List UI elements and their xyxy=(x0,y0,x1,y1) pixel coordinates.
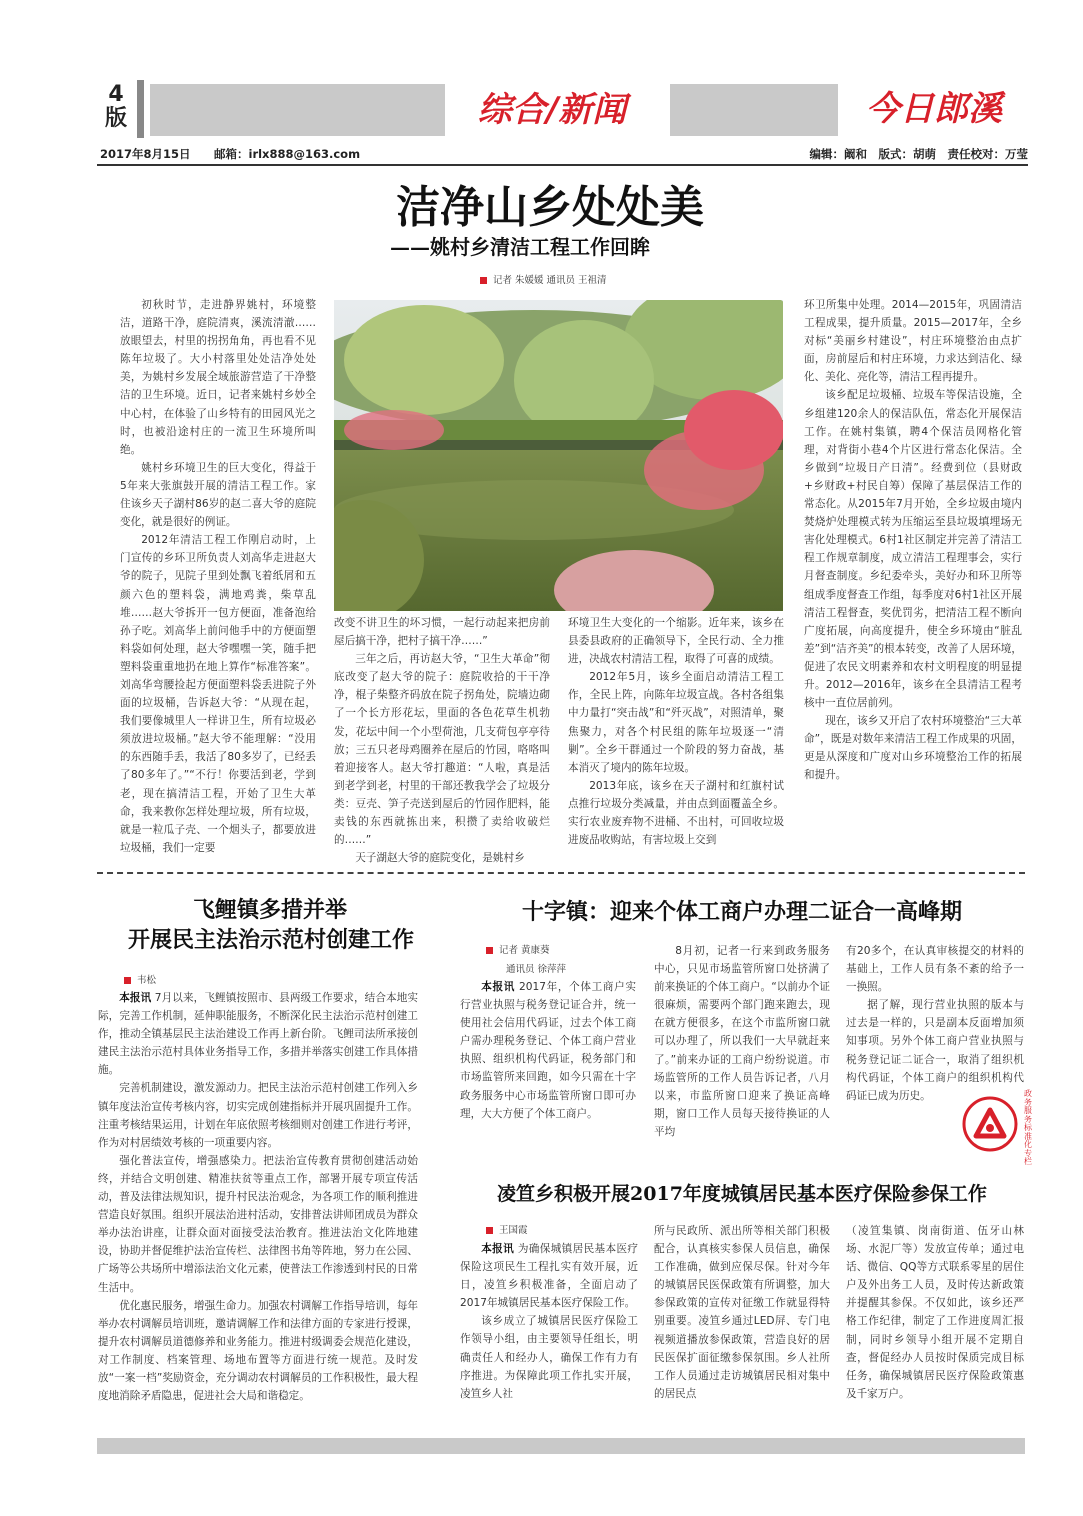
paragraph: 该乡成立了城镇居民医疗保险工作领导小组，由主要领导任组长，明确责任人和经办人，确保工作有力有序推进。为保障此项工作扎实开展，凌笪乡人社 xyxy=(460,1315,638,1400)
shizi-byline-1 xyxy=(486,942,550,956)
paragraph: 2017年，个体工商户实行营业执照与税务登记证合并，统一使用社会信用代码证，过去个体工商户需办理税务登记、个体工商户营业执照、组织机构代码证，税务部门和市场监管所来回跑，如今只需在十字政务服务中心市场监管所窗口即可办理，大大方便了个体工商户。 xyxy=(460,981,636,1120)
lead-column-2 xyxy=(334,614,550,867)
lingli-column-3 xyxy=(846,1222,1024,1403)
feili-body xyxy=(98,989,418,1405)
paragraph: （凌笪集镇、岗南街道、伍牙山林场、水泥厂等）发放宣传单；通过电话、微信、QQ等方式联系零星的居住户及外出务工人员，及时传达新政策并提醒其参保。不仅如此，该乡还严格工作纪律，制定了工作进度周汇报制，同时乡领导小组开展不定期自查，督促经办人员按时保质完成目标任务，确保城镇居民医疗保险政策惠及千家万户。 xyxy=(846,1225,1024,1400)
page-number-digit: 4 xyxy=(108,82,124,107)
masthead-gray-band-right xyxy=(670,84,838,136)
lead-column-1 xyxy=(120,296,316,857)
masthead-gray-band-left xyxy=(150,84,445,136)
byline-marker xyxy=(480,277,487,284)
paragraph: 据了解，现行营业执照的版本与过去是一样的，只是副本反面增加须知事项。另外个体工商户营业执照与税务登记证二证合一，取消了组织机构代码证，个体工商户的组织机构代码证已成为历史。 xyxy=(846,999,1024,1102)
paragraph: 所与民政所、派出所等相关部门积极配合，认真核实参保人员信息，确保工作准确，做到应保尽保。针对今年的城镇居民医保政策有所调整，加大参保政策的宣传对征缴工作就显得特别重要。凌笪乡通过LED屏、专门电视频道播放参保政策，营造良好的居民医保扩面征缴参保氛围。乡人社所工作人员通过走访城镇居民相对集中的居民点 xyxy=(654,1225,830,1400)
service-standard-badge-label: 政务服务标准化专栏 xyxy=(1024,1089,1032,1166)
paragraph: 初秋时节，走进静界姚村，环境整洁，道路干净，庭院清爽，溪流清澈……放眼望去，村里的拐拐角角，再也看不见陈年垃圾了。大小村落里处处洁净处处美，为姚村乡发展全域旅游营造了干净整洁的卫生环境。近日，记者来姚村乡妙全中心村，在体验了山乡特有的田园风光之时，也被沿途村庄的一流卫生环境所叫绝。 xyxy=(120,299,316,456)
paragraph: 环卫所集中处理。2014—2015年，巩固清洁工程成果，提升质量。2015—2017年，全乡对标“美丽乡村建设”，村庄环境整治由点扩面，房前屋后和村庄环境，力求达到洁化、绿化、美化、亮化等，清洁工程再提升。 xyxy=(804,299,1022,384)
paragraph: 为确保城镇居民基本医疗保险这项民生工程扎实有效开展，近日，凌笪乡积极准备，全面启动了2017年城镇居民基本医疗保险工作。 xyxy=(460,1243,639,1310)
lead-marker: 本报讯 xyxy=(481,981,515,993)
shizi-headline: 十字镇：迎来个体工商户办理二证合一高峰期 xyxy=(521,899,962,925)
section-divider xyxy=(97,872,1025,874)
paragraph: 天子湖赵大爷的庭院变化，是姚村乡 xyxy=(355,852,525,865)
paragraph: 现在，该乡又开启了农村环境整治“三大革命”，既是对数年来清洁工程工作成果的巩固，更是从深度和广度对山乡环境整治工作的拓展和提升。 xyxy=(804,715,1022,782)
byline-marker xyxy=(486,1227,493,1234)
paragraph: 姚村乡环境卫生的巨大变化，得益于5年来大张旗鼓开展的清洁工程工作。家住该乡天子湖村86岁的赵二喜大爷的庭院变化，就是很好的例证。 xyxy=(120,461,316,529)
newspaper-logo: 今日郎溪 xyxy=(866,89,1002,129)
shizi-column-1 xyxy=(460,978,636,1123)
service-standard-badge xyxy=(958,1092,1022,1156)
feili-byline xyxy=(124,972,156,986)
page-number-unit: 版 xyxy=(104,106,127,131)
byline-marker xyxy=(124,977,131,984)
shizi-byline-2: 通讯员 徐萍萍 xyxy=(506,964,567,975)
lead-byline xyxy=(480,272,607,286)
lead-photo xyxy=(334,300,783,611)
lead-headline: 洁净山乡处处美 xyxy=(396,182,704,233)
lead-column-4 xyxy=(804,296,1022,785)
lead-byline-text: 记者 朱媛媛 通讯员 王祖清 xyxy=(493,275,607,286)
lingli-column-1 xyxy=(460,1240,638,1403)
issue-date: 2017年8月15日 xyxy=(100,147,191,161)
paragraph: 2012年清洁工程工作刚启动时，上门宣传的乡环卫所负责人刘高华走进赵大爷的院子，见院子里到处飘飞着纸屑和五颜六色的塑料袋，满地鸡粪，柴草乱堆……赵大爷拆开一包方便面，准备泡给孙子吃。刘高华上前问他手中的方便面塑料袋如何处理，赵大爷嘿嘿一笑，随手把塑料袋重重地扔在地上算作“标准答案”。刘高华弯腰捡起方便面塑料袋丢进院子外面的垃圾桶，告诉赵大爷：“从现在起，我们要像城里人一样讲卫生，所有垃圾必须放进垃圾桶。”赵大爷不能理解：“没用的东西随手丢，我活了80多岁了，已经丢了80多年了。”“不行！你要活到老，学到老，现在搞清洁工程，开始了卫生大革命，我来教你怎样处理垃圾，所有垃圾，就是一粒瓜子壳、一个烟头子，都要放进垃圾桶，我们一定要 xyxy=(120,534,316,854)
lead-marker: 本报讯 xyxy=(119,992,152,1004)
paragraph: 强化普法宣传，增强感染力。把法治宣传教育贯彻创建活动始终，并结合文明创建、精准扶贫等重点工作，部署开展专项宣传活动，普及法律法规知识，提升村民法治观念，为各项工作的顺利推进营造良好氛围。组织开展法治进村活动，安排普法讲师团成员为群众举办法治讲座，让群众面对面接受法治教育。推进法治文化阵地建设，协助并督促维护法治宣传栏、法律图书角等阵地，努力在公园、广场等公共场所中增添法治文化元素，使普法工作渗透到村民的日常生活中。 xyxy=(98,1154,418,1294)
lingli-byline xyxy=(486,1222,528,1236)
feili-headline-line2: 开展民主法治示范村创建工作 xyxy=(127,927,414,953)
section-title: 综合/新闻 xyxy=(477,90,627,130)
park-photo-illustration xyxy=(334,300,783,611)
bottom-gray-band xyxy=(97,1438,1025,1454)
lingli-byline-text: 王国霞 xyxy=(499,1225,528,1236)
contact-email: 邮箱：irlx888@163.com xyxy=(214,147,361,161)
lead-marker: 本报讯 xyxy=(481,1243,515,1255)
shizi-column-2 xyxy=(654,942,830,1141)
paragraph: 2013年底，该乡在天子湖村和红旗村试点推行垃圾分类减量，并由点到面覆盖全乡。实行农业废弃物不进桶、不出村，可回收垃圾进废品收购站，有害垃圾上交到 xyxy=(568,779,784,847)
paragraph: 2012年5月，该乡全面启动清洁工程工作，全民上阵，向陈年垃圾宣战。各村各组集中力量打“突击战”和“歼灭战”，对照清单，聚焦聚力，对各个村民组的陈年垃圾逐一“清剿”。全乡干群通过一个阶段的努力奋战，基本消灭了境内的陈年垃圾。 xyxy=(568,671,784,774)
lingli-column-2 xyxy=(654,1222,830,1403)
paragraph: 完善机制建设，激发源动力。把民主法治示范村创建工作列入乡镇年度法治宣传考核内容，切实完成创建指标并开展巩固提升工作。注重考核结果运用，计划在年底依照考核细则对创建工作进行考评，作为对村居绩效考核的一项重要内容。 xyxy=(98,1082,418,1149)
shizi-column-3 xyxy=(846,942,1024,1105)
byline-marker xyxy=(486,947,493,954)
paragraph: 8月初，记者一行来到政务服务中心，只见市场监管所窗口处挤满了前来换证的个体工商户。“以前办个证很麻烦，需要两个部门跑来跑去，现在就方便很多，在这个市监所窗口就可以办理了，所以我们一大早就赶来了。”前来办证的工商户纷纷说道。市场监管所的工作人员告诉记者，八月以来，市监所窗口迎来了换证高峰期，窗口工作人员每天接待换证的人平均 xyxy=(654,945,830,1138)
lead-column-3 xyxy=(568,614,784,849)
lead-subheadline: ——姚村乡清洁工程工作回眸 xyxy=(390,235,650,259)
paragraph: 有20多个，在认真审核提交的材料的基础上，工作人员有条不紊的给予一一换照。 xyxy=(846,945,1024,994)
paragraph: 改变不讲卫生的坏习惯，一起行动起来把房前屋后搞干净，把村子搞干净……” xyxy=(334,617,550,648)
masthead-rule xyxy=(97,164,1028,166)
feili-byline-text: 韦松 xyxy=(137,975,157,986)
page-number xyxy=(98,84,134,132)
lingli-headline: 凌笪乡积极开展2017年度城镇居民基本医疗保险参保工作 xyxy=(497,1183,987,1205)
paragraph: 三年之后，再访赵大爷，“卫生大革命”彻底改变了赵大爷的院子：庭院收拾的干干净净，棍子柴整齐码放在院子拐角处，院墙边砌了一个长方形花坛，里面的各色花草生机勃发，花坛中间一个小型荷池，几支荷包亭亭待放；三五只老母鸡圈养在屋后的竹园，咯咯叫着迎接客人。赵大爷打趣道：“人啦，真是活到老学到老，村里的干部还教我学会了垃圾分类：豆壳、笋子壳送到屋后的竹园作肥料，能卖钱的东西就拣出来，积攒了卖给收破烂的……” xyxy=(334,653,550,847)
paragraph: 该乡配足垃圾桶、垃圾车等保洁设施，全乡组建120余人的保洁队伍，常态化开展保洁工作。在姚村集镇，聘4个保洁员网格化管理，对背街小巷4个片区进行常态化保洁。全乡做到“垃圾日产日清”。经费到位（县财政+乡财政+村民自筹）保障了基层保洁工作的常态化。从2015年7月开始，全乡垃圾由境内焚烧炉处理模式转为压缩运至县垃圾填埋场无害化处理模式。6村1社区制定并完善了清洁工程工作规章制度，成立清洁工程理事会，实行月督查制度。乡纪委牵头，美好办和环卫所等组成季度督查工作组，每季度对6村1社区开展清洁工程督查，奖优罚劣，把清洁工程不断向广度拓展，向高度提升，使全乡环境由“脏乱差”到“洁齐美”的根本转变，改善了人居环境，促进了农民文明素养和农村文明程度的明显提升。2012—2016年，该乡在全县清洁工程考核中一直位居前列。 xyxy=(804,389,1022,710)
shizi-byline-text-1: 记者 黄康葵 xyxy=(499,945,550,956)
feili-headline-line1: 飞鲤镇多措并举 xyxy=(192,897,347,923)
masthead-divider-bar xyxy=(137,80,144,138)
paragraph: 环境卫生大变化的一个缩影。近年来，该乡在县委县政府的正确领导下，全民行动、全力推进，决战农村清洁工程，取得了可喜的成绩。 xyxy=(568,617,784,666)
badge-emblem-icon xyxy=(958,1092,1022,1156)
paragraph: 优化惠民服务，增强生命力。加强农村调解工作指导培训，每年举办农村调解员培训班，邀请调解工作和法律方面的专家进行授课，提升农村调解员道德修养和业务能力。推进村级调委会规范化建设，对工作制度、档案管理、场地布置等方面进行统一规范。及时发放“一案一档”奖励资金，充分调动农村调解员的工作积极性，最大程度地消除矛盾隐患，促进社会大局和谐稳定。 xyxy=(98,1299,418,1403)
paragraph: 7月以来，飞鲤镇按照市、县两级工作要求，结合本地实际，完善工作机制，延伸职能服务，不断深化民主法治示范村创建工作，推动全镇基层民主法治建设工作再上新台阶。飞鲤司法所承接创建民主法治示范村具体业务指导工作，多措并举落实创建工作具体措施。 xyxy=(98,992,418,1077)
editor-credits: 编辑：阚和 版式：胡萌 责任校对：万莹 xyxy=(809,147,1028,161)
